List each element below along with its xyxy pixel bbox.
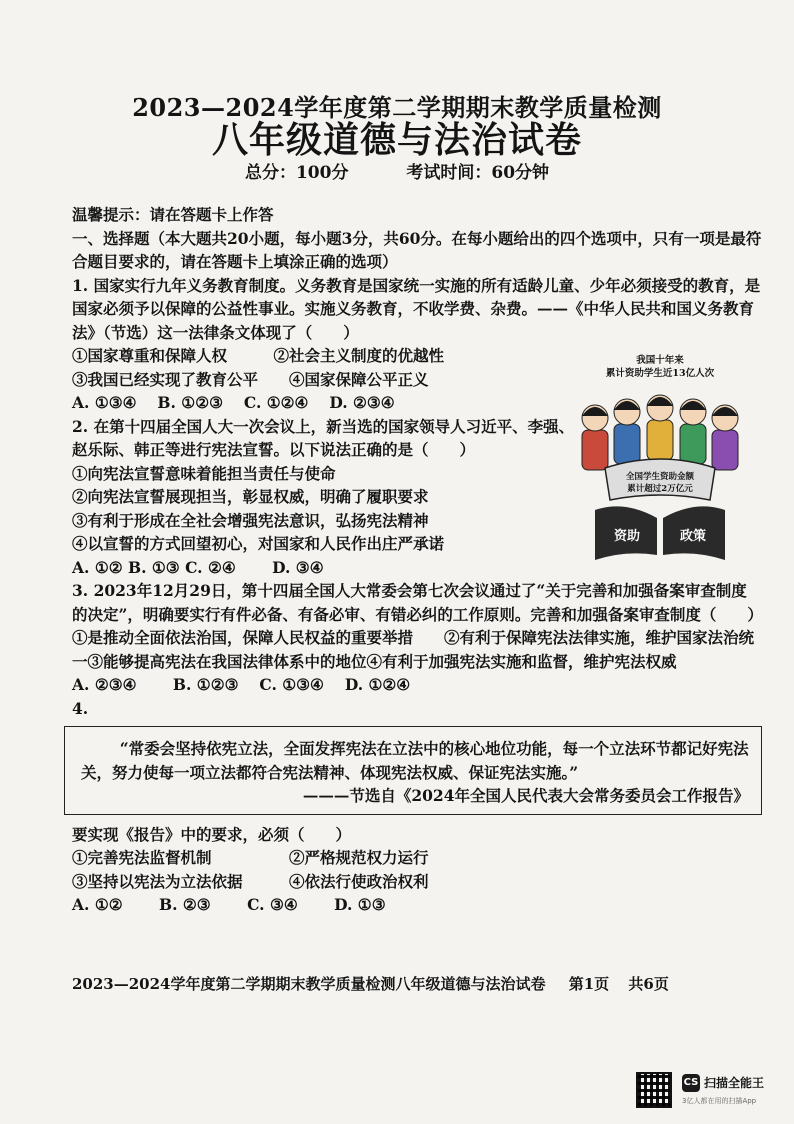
question-1-options-b: ③我国已经实现了教育公平 ④国家保障公平正义 [72,369,429,389]
poster-student-3 [647,395,673,460]
tip: 温馨提示：请在答题卡上作答 [72,205,274,224]
question-3-options: ①是推动全面依法治国，保障人民权益的重要举措 ②有利于保障宪法法律实施，维护国家法治统一③能够提高宪法在我国法律体系中的地位④有利于加强宪法实施和监督，维护宪法权威 [72,628,755,671]
question-2-option-1: ①向宪法宣誓意味着能担当责任与使命 [72,463,336,483]
question-4-options-a: ①完善宪法监督机制 ②严格规范权力运行 [72,848,429,867]
question-3-stem: 3. 2023年12月29日，第十四届全国人大常委会第七次会议通过了“关于完善和加强备案审查制度的决定”，明确要实行有件必备、有备必审、有错必纠的工作原则。完善和加强备案审查制度（ ） [72,581,763,624]
question-1-choices: A. ①③④ B. ①②③ C. ①②④ D. ②③④ [72,393,395,412]
student-aid-poster [565,350,755,575]
exam-meta [0,158,794,183]
poster-banner-line-1: 全国学生资助金额 [625,472,695,482]
footer-title: 2023—2024学年度第二学期期末教学质量检测八年级道德与法治试卷 [72,975,546,993]
question-2-option-2: ②向宪法宣誓展现担当，彰显权威，明确了履职要求 [72,487,429,506]
poster-illustration [565,350,755,575]
poster-student-5 [712,405,738,470]
question-4-quote-box [64,726,762,815]
qr-code-icon [636,1072,672,1108]
question-2-stem: 2. 在第十四届全国人大一次会议上，新当选的国家领导人习近平、李强、赵乐际、韩正等进行宪法宣誓。以下说法正确的是（ ） [72,416,575,459]
footer-total: 共6页 [628,975,669,993]
poster-word-aid: 资助 [613,529,641,544]
question-4-stem: 要实现《报告》中的要求，必须（ ） [72,824,352,844]
page-footer [72,973,772,994]
question-4-choices: A. ①② B. ②③ C. ③④ D. ①③ [72,895,386,914]
question-1-stem: 1. 国家实行九年义务教育制度。义务教育是国家统一实施的所有适龄儿童、少年必须接受的教育，是国家必须予以保障的公益性事业。实施义务教育，不收学费、杂费。——《中华人民共和国义务教育法》（节选）这一法律条文体现了（ ） [72,275,761,342]
poster-caption-line-2: 累计资助学生近13亿人次 [605,368,715,379]
question-2-option-4: ④以宣誓的方式回望初心，对国家和人民作出庄严承诺 [72,534,445,553]
poster-student-1 [582,405,608,470]
scanner-watermark [636,1072,786,1112]
poster-caption-line-1: 我国十年来 [636,355,684,366]
question-4-source: ———节选自《2024年全国人民代表大会常务委员会工作报告》 [302,786,749,805]
exam-title: 2023—2024学年度第二学期期末教学质量检测 [132,93,662,122]
scanner-name: 扫描全能王 [704,1076,765,1090]
exam-time: 考试时间：60分钟 [406,163,550,183]
question-4-options-b: ③坚持以宪法为立法依据 ④依法行使政治权利 [72,871,429,891]
question-4-quote: “常委会坚持依宪立法，全面发挥宪法在立法中的核心地位功能，每一个立法环节都记好宪法关，努力使每一项立法都符合宪法精神、体现宪法权威、保证宪法实施。” [81,739,749,782]
poster-student-4 [680,399,706,464]
poster-banner-line-2: 累计超过2万亿元 [627,484,693,494]
section-heading: 一、选择题（本大题共20小题，每小题3分，共60分。在每小题给出的四个选项中，只有一项是最符合题目要求的，请在答题卡上填涂正确的选项） [72,228,762,271]
question-3-choices: A. ②③④ B. ①②③ C. ①③④ D. ①②④ [72,675,411,694]
question-2-choices: A. ①② B. ①③ C. ②④ D. ③④ [72,557,324,577]
exam-subject: 八年级道德与法治试卷 [211,119,582,161]
footer-page: 第1页 [568,975,610,993]
question-1-options-a: ①国家尊重和保障人权 ②社会主义制度的优越性 [72,346,445,365]
total-score: 总分：100分 [244,163,349,183]
cs-logo-icon: CS [682,1074,700,1092]
poster-caption [565,354,755,380]
poster-student-2 [614,399,640,464]
question-2-option-3: ③有利于形成在全社会增强宪法意识，弘扬宪法精神 [72,510,429,530]
scanner-tagline: 3亿人都在用的扫描App [682,1097,757,1105]
poster-word-policy: 政策 [679,529,707,544]
question-4-number: 4. [72,698,89,718]
